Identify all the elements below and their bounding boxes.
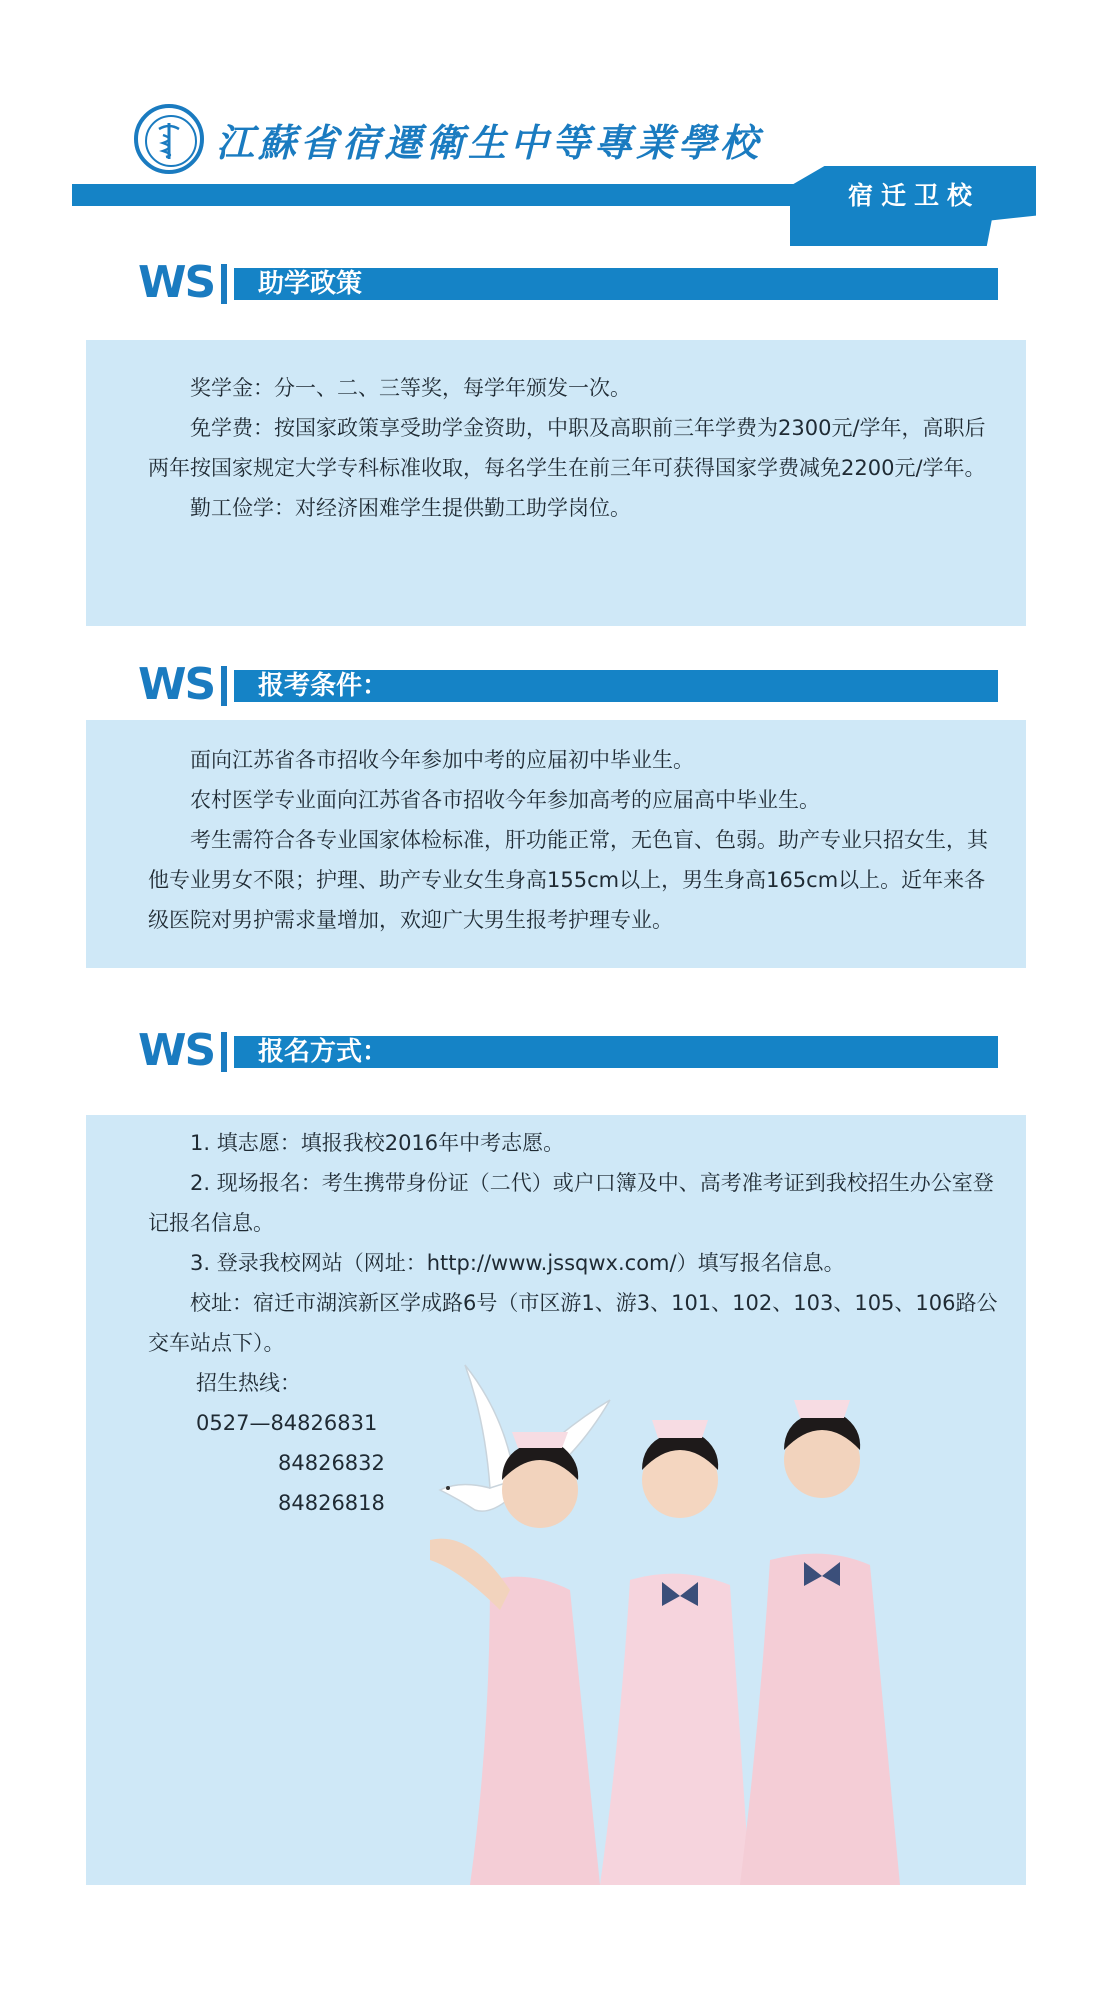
section-title: 报考条件： xyxy=(258,671,389,701)
hotline-number: 84826818 xyxy=(278,1491,385,1515)
ws-divider xyxy=(221,666,227,706)
section-header-requirements xyxy=(138,659,998,710)
ws-divider xyxy=(221,264,227,304)
hotline-number: 0527—84826831 xyxy=(196,1411,378,1435)
section-header-registration xyxy=(138,1025,998,1076)
ws-mark: WS xyxy=(138,257,215,308)
caduceus-icon xyxy=(154,121,184,161)
paragraph: 勤工俭学：对经济困难学生提供勤工助学岗位。 xyxy=(190,496,631,520)
header-tab-label: 宿迁卫校 xyxy=(848,181,981,210)
hotline-label: 招生热线： xyxy=(196,1371,301,1395)
nurse-figure xyxy=(600,1420,750,1885)
paragraph: 农村医学专业面向江苏省各市招收今年参加高考的应届高中毕业生。 xyxy=(190,788,820,812)
paragraph: 免学费：按国家政策享受助学金资助，中职及高职前三年学费为2300元/学年，高职后两年按国家规定大学专科标准收取，每名学生在前三年可获得国家学费减免2200元/学年。 xyxy=(148,416,986,480)
paragraph: 奖学金：分一、二、三等奖，每学年颁发一次。 xyxy=(190,376,631,400)
ws-mark: WS xyxy=(138,659,215,710)
school-name: 江蘇省宿遷衛生中等專業學校 xyxy=(216,120,763,165)
nurses-dove-illustration xyxy=(430,1320,1026,1885)
paragraph: 考生需符合各专业国家体检标准，肝功能正常，无色盲、色弱。助产专业只招女生，其他专业男女不限；护理、助产专业女生身高155cm以上，男生身高165cm以上。近年来各级医院对男护需求量增加，欢迎广大男生报考护理专业。 xyxy=(148,828,988,932)
nurse-figure xyxy=(740,1400,900,1885)
ws-divider xyxy=(221,1032,227,1072)
ws-mark: WS xyxy=(138,1025,215,1076)
section-title: 报名方式： xyxy=(258,1037,389,1067)
section-title: 助学政策 xyxy=(258,269,363,299)
paragraph: 校址：宿迁市湖滨新区学成路6号（市区游1、游3、101、102、103、105、106路公交车站点下）。 xyxy=(148,1291,998,1355)
requirements-panel xyxy=(86,720,1026,968)
paragraph: 1. 填志愿：填报我校2016年中考志愿。 xyxy=(190,1131,565,1155)
aid-policy-panel xyxy=(86,340,1026,626)
paragraph: 3. 登录我校网站（网址：http://www.jssqwx.com/）填写报名信息。 xyxy=(190,1251,845,1275)
hotline-number: 84826832 xyxy=(278,1451,385,1475)
paragraph: 2. 现场报名：考生携带身份证（二代）或户口簿及中、高考准考证到我校招生办公室登记报名信息。 xyxy=(148,1171,994,1235)
school-logo xyxy=(134,104,204,174)
section-header-aid-policy xyxy=(138,257,998,308)
nurse-figure xyxy=(430,1432,600,1885)
paragraph: 面向江苏省各市招收今年参加中考的应届初中毕业生。 xyxy=(190,748,694,772)
